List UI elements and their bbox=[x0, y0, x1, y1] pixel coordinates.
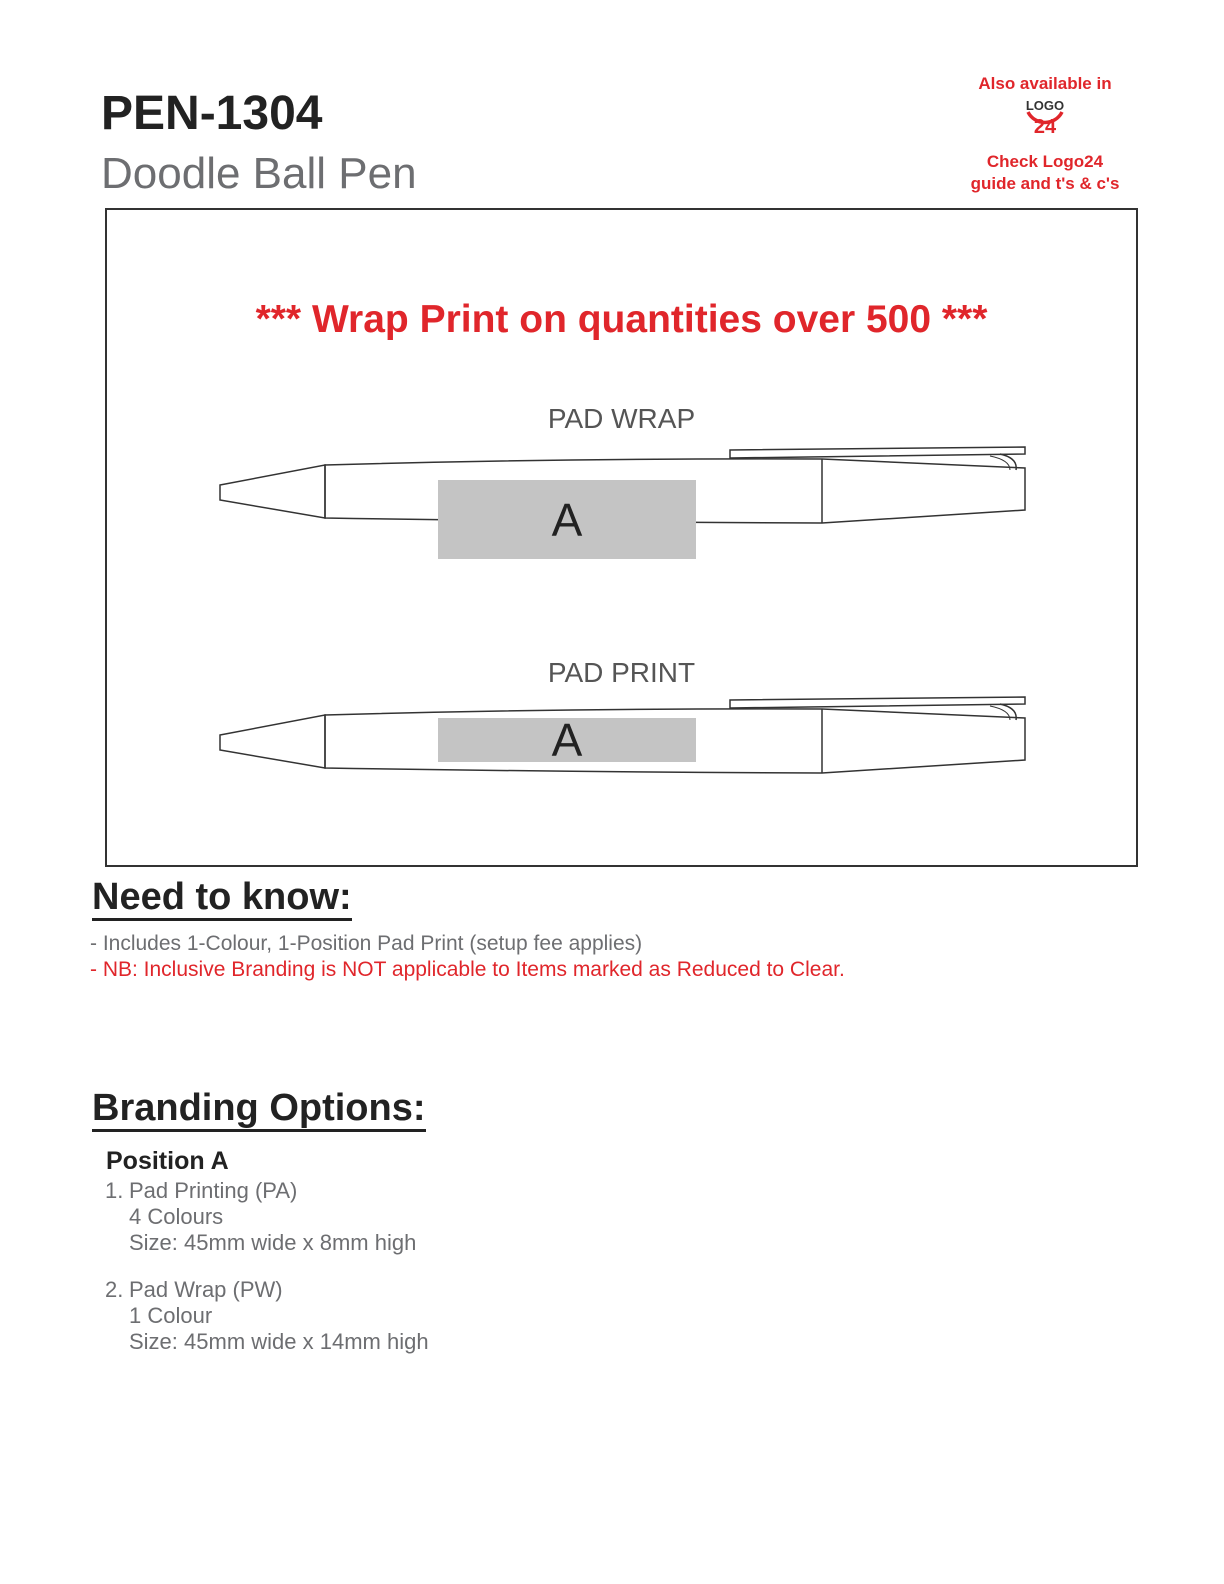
need-to-know-warning: - NB: Inclusive Branding is NOT applicable to Items marked as Reduced to Clear. bbox=[90, 958, 845, 981]
option-name: Pad Wrap (PW) bbox=[129, 1277, 283, 1302]
logo24-terms-text: guide and t's & c's bbox=[970, 174, 1120, 193]
product-code: PEN-1304 bbox=[101, 87, 323, 140]
pad-wrap-label: PAD WRAP bbox=[547, 403, 696, 434]
position-a-title: Position A bbox=[106, 1147, 229, 1175]
option-name: Pad Printing (PA) bbox=[129, 1178, 298, 1203]
product-name: Doodle Ball Pen bbox=[101, 149, 417, 198]
pad-print-label: PAD PRINT bbox=[547, 657, 696, 688]
option-colours: 1 Colour bbox=[129, 1303, 213, 1328]
pad-wrap-print-area: A bbox=[438, 480, 696, 559]
logo24-logo-icon bbox=[1018, 96, 1072, 144]
option-size: Size: 45mm wide x 14mm high bbox=[129, 1329, 429, 1354]
logo24-logo-top: LOGO bbox=[1025, 98, 1065, 113]
option-number: 1. bbox=[105, 1178, 124, 1203]
option-size: Size: 45mm wide x 8mm high bbox=[129, 1230, 417, 1255]
logo24-badge bbox=[950, 74, 1140, 204]
pad-print-print-area: A bbox=[438, 718, 696, 762]
logo24-check-text: Check Logo24 bbox=[986, 152, 1104, 171]
option-number: 2. bbox=[105, 1277, 124, 1302]
branding-options-heading: Branding Options: bbox=[92, 1089, 426, 1132]
logo24-available-text: Also available in bbox=[978, 74, 1112, 93]
need-to-know-note: - Includes 1-Colour, 1-Position Pad Print (setup fee applies) bbox=[90, 932, 643, 955]
need-to-know-heading: Need to know: bbox=[92, 878, 352, 921]
logo24-logo-bottom: 24 bbox=[1033, 116, 1057, 138]
option-colours: 4 Colours bbox=[129, 1204, 224, 1229]
wrap-print-notice: *** Wrap Print on quantities over 500 *** bbox=[255, 298, 988, 341]
